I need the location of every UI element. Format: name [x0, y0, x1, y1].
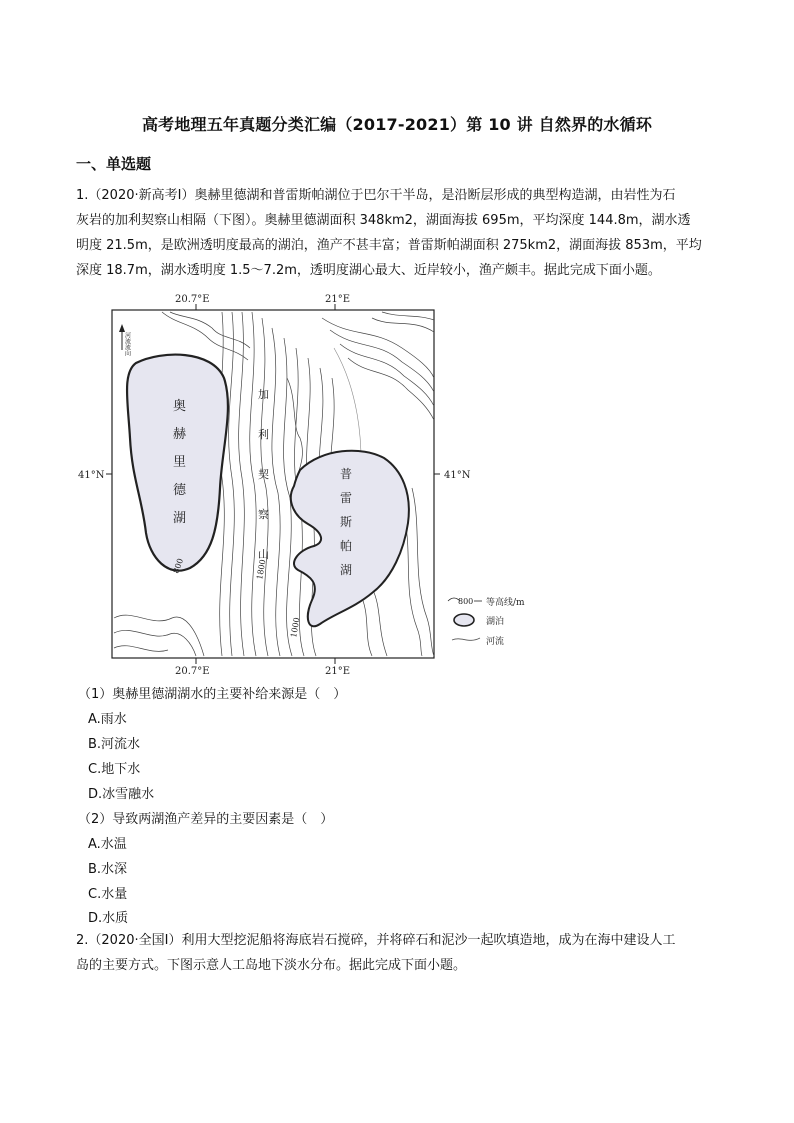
lake-prespa-char: 雷 [340, 491, 353, 505]
mountain-char: 利 [258, 428, 269, 441]
legend-contour: 等高线/m [486, 598, 525, 608]
lake-prespa-char: 斯 [340, 515, 353, 529]
contour-label: 1800 [255, 558, 268, 581]
option-1b[interactable]: B.河流水 [88, 737, 141, 752]
legend-contour-sample: 800 [458, 597, 474, 606]
option-1d[interactable]: D.冰雪融水 [88, 787, 155, 802]
map-legend [448, 596, 525, 647]
lon-label-bottom-right: 21°E [325, 666, 351, 674]
option-2c[interactable]: C.水量 [88, 887, 128, 902]
question-1-intro [76, 183, 726, 283]
lake-prespa-char: 湖 [340, 563, 353, 577]
mountain-char: 加 [258, 388, 269, 401]
intro-line: 明度 21.5m，是欧洲透明度最高的湖泊，渔产不甚丰富；普雷斯帕湖面积 275km2，湖面海拔 853m，平均 [76, 238, 702, 253]
option-2b[interactable]: B.水深 [88, 862, 128, 877]
intro-line: 2.（2020·全国Ⅰ）利用大型挖泥船将海底岩石搅碎，并将碎石和泥沙一起吹填造地，成为在海中建设人工 [76, 933, 676, 948]
contour-label: 800 [171, 557, 186, 575]
intro-line: 深度 18.7m，湖水透明度 1.5～7.2m，透明度湖心最大、近岸较小，渔产颇丰。据此完成下面小题。 [76, 263, 661, 278]
lon-label-bottom-left: 20.7°E [175, 666, 210, 674]
lake-ohrid-char: 湖 [173, 511, 187, 526]
option-1c[interactable]: C.地下水 [88, 762, 141, 777]
mountain-char: 契 [258, 468, 269, 481]
lake-ohrid-char: 里 [173, 455, 187, 470]
intro-line: 灰岩的加利契察山相隔（下图）。奥赫里德湖面积 348km2，湖面海拔 695m，平均深度 144.8m，湖水透 [76, 213, 691, 228]
option-1a[interactable]: A.雨水 [88, 712, 127, 727]
intro-line: 1.（2020·新高考Ⅰ）奥赫里德湖和普雷斯帕湖位于巴尔干半岛，是沿断层形成的典型构造湖，由岩性为石 [76, 188, 676, 203]
lat-label-left: 41°N [78, 470, 105, 481]
legend-lake: 湖泊 [486, 617, 505, 627]
lake-map-figure [72, 288, 542, 674]
intro-line: 岛的主要方式。下图示意人工岛地下淡水分布。据此完成下面小题。 [76, 958, 467, 973]
option-2a[interactable]: A.水温 [88, 837, 127, 852]
sub-question-2: （2）导致两湖渔产差异的主要因素是（ ） [78, 812, 334, 827]
lake-ohrid-char: 赫 [173, 427, 187, 442]
mountain-char: 察 [258, 508, 269, 521]
lake-ohrid-char: 奥 [173, 399, 187, 414]
lon-label-top-left: 20.7°E [175, 294, 210, 305]
lat-label-right: 41°N [444, 470, 471, 481]
lake-ohrid-char: 德 [173, 483, 187, 498]
contour-label: 1000 [289, 616, 302, 639]
legend-river: 河流 [486, 637, 505, 647]
section-heading: 一、单选题 [76, 155, 152, 173]
lon-label-top-right: 21°E [325, 294, 351, 305]
sub-question-1: （1）奥赫里德湖湖水的主要补给来源是（ ） [78, 687, 347, 702]
flow-direction-label: 河流流向 [123, 332, 131, 356]
mountain-char: 山 [258, 548, 269, 561]
lake-prespa-char: 帕 [340, 539, 353, 553]
page-title: 高考地理五年真题分类汇编（2017-2021）第 10 讲 自然界的水循环 [141, 115, 653, 134]
lake-prespa-char: 普 [340, 467, 353, 481]
option-2d[interactable]: D.水质 [88, 911, 129, 926]
question-2-intro [76, 928, 726, 978]
